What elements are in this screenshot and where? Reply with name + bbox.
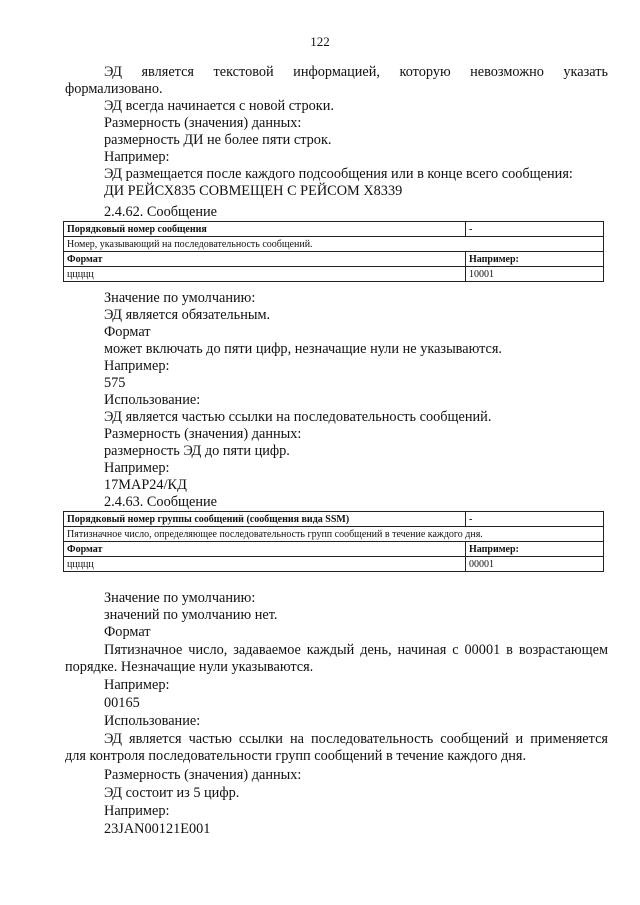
text-line: ДИ РЕЙСХ835 СОВМЕЩЕН С РЕЙСОМ Х8339 — [104, 183, 403, 199]
text-line: порядке. Незначащие нули указываются. — [65, 659, 314, 675]
section-heading: 2.4.62. Сообщение — [104, 204, 217, 220]
text-line: ЭД является текстовой информацией, которую невозможно указать — [104, 64, 608, 80]
table-title-mark: - — [466, 222, 604, 237]
example-header: Например: — [466, 542, 604, 557]
example-value: 00001 — [466, 557, 604, 572]
text-line: Размерность (значения) данных: — [104, 115, 302, 131]
example-header: Например: — [466, 252, 604, 267]
format-header: Формат — [64, 542, 466, 557]
text-line: ЭД является обязательным. — [104, 307, 271, 323]
format-value: ццццц — [64, 267, 466, 282]
format-value: ццццц — [64, 557, 466, 572]
text-line: может включать до пяти цифр, незначащие нули не указываются. — [104, 341, 502, 357]
format-header: Формат — [64, 252, 466, 267]
text-line: ЭД размещается после каждого подсообщения или в конце всего сообщения: — [104, 166, 573, 182]
text-line: Размерность (значения) данных: — [104, 767, 302, 783]
text-line: значений по умолчанию нет. — [104, 607, 278, 623]
text-line: ЭД всегда начинается с новой строки. — [104, 98, 334, 114]
page-number: 122 — [310, 34, 330, 49]
text-line: Пятизначное число, задаваемое каждый день, начиная с 00001 в возрастающем — [104, 642, 608, 658]
text-line: ЭД является частью ссылки на последовательность сообщений. — [104, 409, 492, 425]
text-line: Значение по умолчанию: — [104, 290, 256, 306]
section-heading: 2.4.63. Сообщение — [104, 494, 217, 510]
text-line: Размерность (значения) данных: — [104, 426, 302, 442]
text-line: Например: — [104, 149, 170, 165]
text-line: Использование: — [104, 713, 201, 729]
text-line: 00165 — [104, 695, 140, 711]
text-line: Формат — [104, 324, 151, 340]
element-table — [63, 221, 604, 282]
text-line: Использование: — [104, 392, 201, 408]
table-description: Номер, указывающий на последовательность сообщений. — [64, 237, 604, 252]
text-line: ЭД состоит из 5 цифр. — [104, 785, 240, 801]
text-line: Значение по умолчанию: — [104, 590, 256, 606]
element-table — [63, 511, 604, 572]
text-line: Например: — [104, 460, 170, 476]
text-line: 575 — [104, 375, 126, 391]
text-line: для контроля последовательности групп сообщений в течение каждого дня. — [65, 748, 527, 764]
text-line: ЭД является частью ссылки на последовательность сообщений и применяется — [104, 731, 608, 747]
table-title: Порядковый номер группы сообщений (сообщения вида SSM) — [64, 512, 466, 527]
text-line: Например: — [104, 358, 170, 374]
text-line: Формат — [104, 624, 151, 640]
text-line: размерность ЭД до пяти цифр. — [104, 443, 290, 459]
text-line: 17МАР24/КД — [104, 477, 187, 493]
table-title: Порядковый номер сообщения — [64, 222, 466, 237]
text-line: Например: — [104, 677, 170, 693]
text-line: размерность ДИ не более пяти строк. — [104, 132, 332, 148]
text-line: Например: — [104, 803, 170, 819]
text-line: формализовано. — [65, 81, 163, 97]
table-title-mark: - — [466, 512, 604, 527]
example-value: 10001 — [466, 267, 604, 282]
text-line: 23JAN00121E001 — [104, 821, 211, 837]
table-description: Пятизначное число, определяющее последовательность групп сообщений в течение каждого дня. — [64, 527, 604, 542]
